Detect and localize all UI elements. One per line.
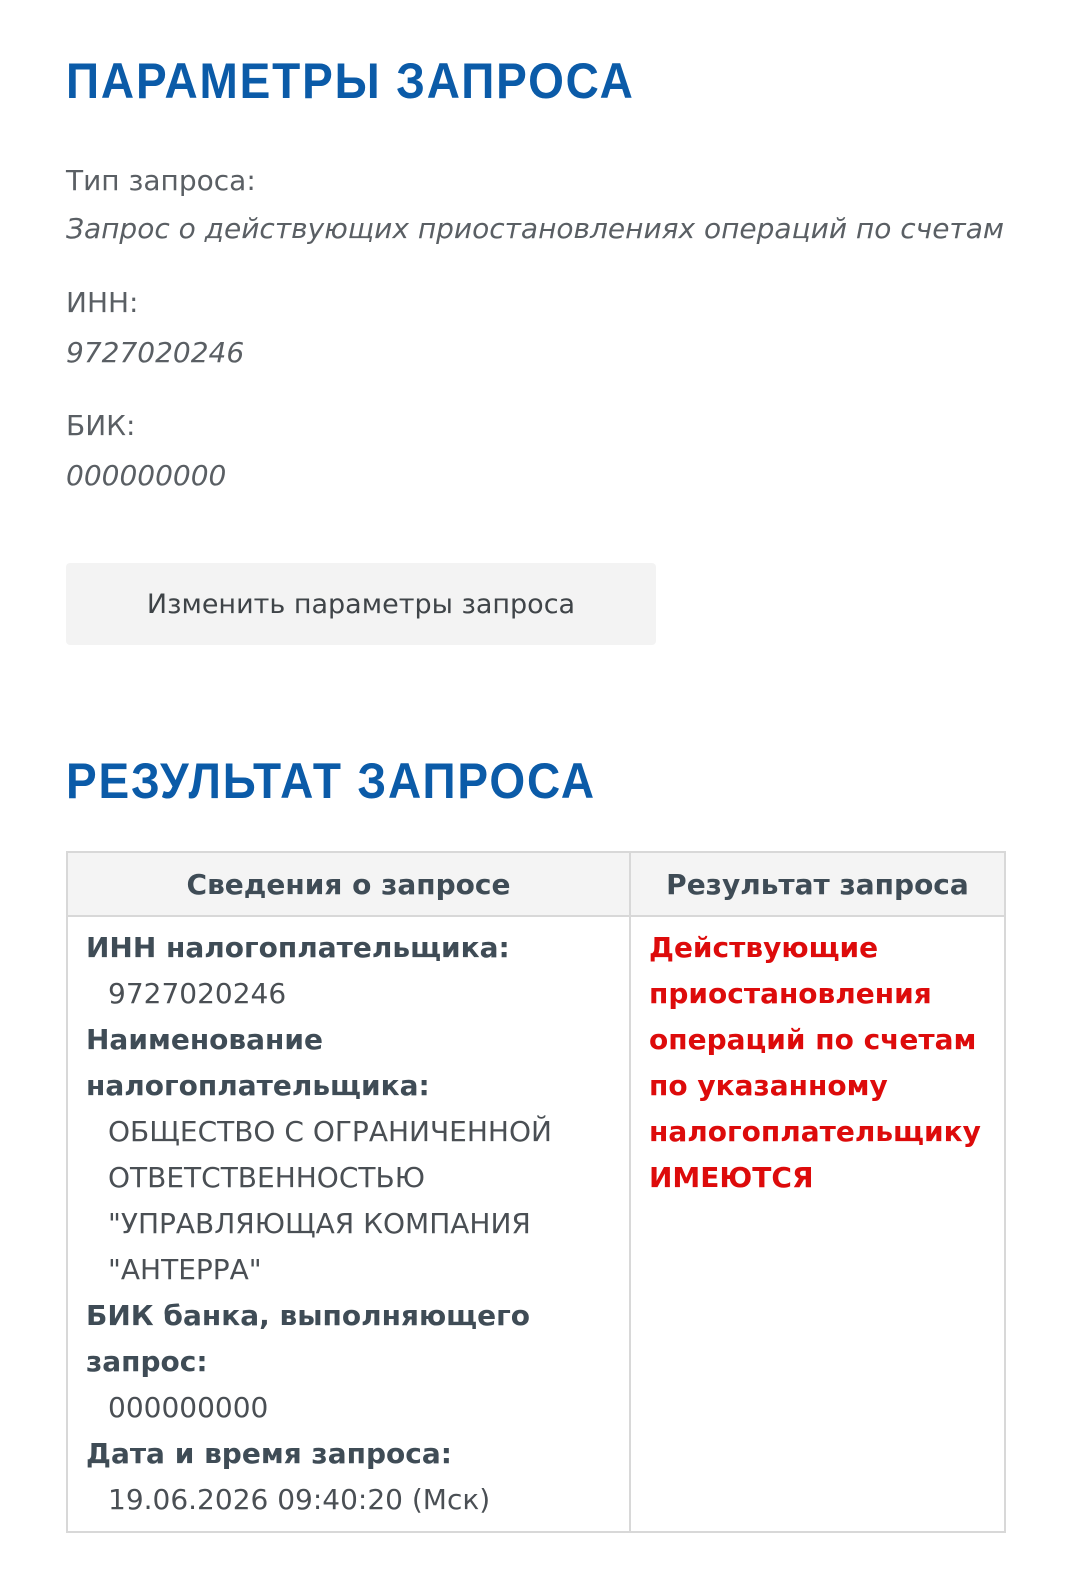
taxpayer-inn-label: ИНН налогоплательщика: (86, 931, 510, 964)
taxpayer-name-label-line: налогоплательщика: (86, 1069, 430, 1102)
column-divider (629, 917, 631, 1531)
taxpayer-name-label-line: Наименование (86, 1023, 323, 1056)
result-text-line: налогоплательщику (649, 1115, 981, 1148)
taxpayer-name-line: ОТВЕТСТВЕННОСТЬЮ (108, 1161, 425, 1194)
result-text-line: операций по счетам (649, 1023, 977, 1056)
taxpayer-name-line: ОБЩЕСТВО С ОГРАНИЧЕННОЙ (108, 1115, 552, 1148)
bank-bik-label-line: БИК банка, выполняющего (86, 1299, 530, 1332)
request-datetime-value: 19.06.2026 09:40:20 (Мск) (108, 1483, 491, 1516)
bik-value: 000000000 (66, 459, 227, 492)
inn-label: ИНН: (66, 286, 139, 319)
result-text-line: приостановления (649, 977, 932, 1010)
bank-bik-value: 000000000 (108, 1391, 269, 1424)
taxpayer-name-line: "АНТЕРРА" (108, 1253, 262, 1286)
result-section-title: РЕЗУЛЬТАТ ЗАПРОСА (66, 753, 596, 809)
table-header-result: Результат запроса (631, 853, 1004, 917)
request-type-value: Запрос о действующих приостановлениях операций по счетам (66, 212, 1005, 245)
params-section-title: ПАРАМЕТРЫ ЗАПРОСА (66, 53, 635, 109)
taxpayer-name-line: "УПРАВЛЯЮЩАЯ КОМПАНИЯ (108, 1207, 531, 1240)
change-params-button[interactable]: Изменить параметры запроса (66, 563, 656, 645)
result-text-line: Действующие (649, 931, 879, 964)
bank-bik-label-line: запрос: (86, 1345, 208, 1378)
result-text-line: ИМЕЮТСЯ (649, 1161, 814, 1194)
result-table (66, 851, 1006, 1533)
request-type-label: Тип запроса: (66, 164, 256, 197)
bik-label: БИК: (66, 409, 136, 442)
request-datetime-label: Дата и время запроса: (86, 1437, 452, 1470)
table-header-info: Сведения о запросе (68, 853, 631, 917)
request-info-cell (86, 925, 616, 1523)
inn-value: 9727020246 (66, 336, 245, 369)
request-result-cell (649, 925, 994, 1201)
result-text-line: по указанному (649, 1069, 888, 1102)
taxpayer-inn-value: 9727020246 (108, 977, 287, 1010)
